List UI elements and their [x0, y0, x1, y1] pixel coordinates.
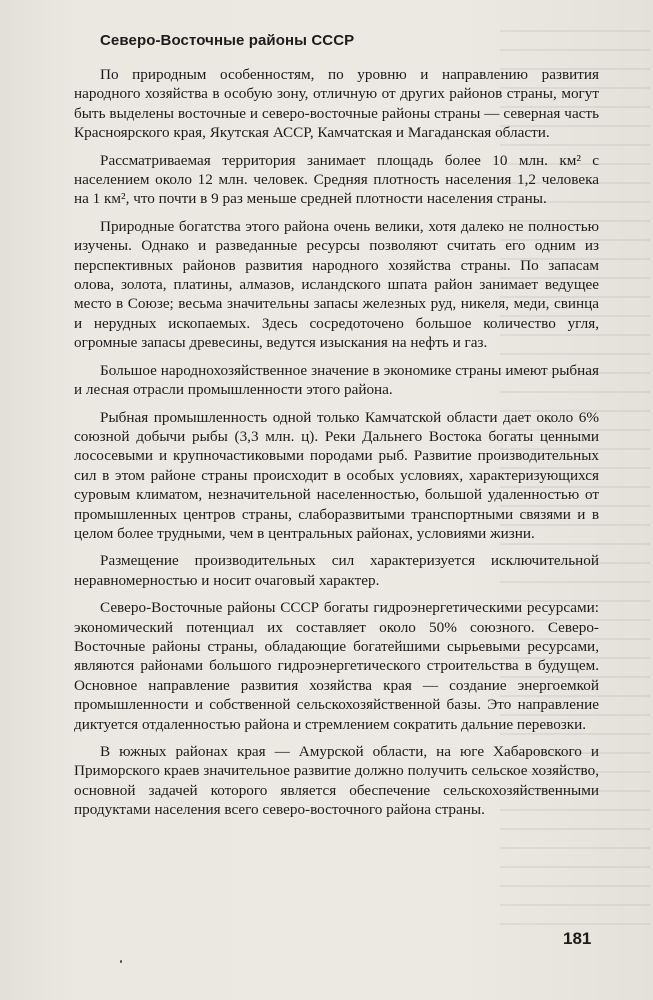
paragraph-3: Природные богатства этого района очень велики, хотя далеко не полностью изучены. Однако и разведанные ресурсы позволяют считать его одним из перспективных районов развития народного хозяйства страны. По запасам олова, золота, платины, алмазов, исландского шпата район занимает ведущее место в Союзе; весьма значительны запасы железных руд, никеля, меди, свинца и нерудных ископаемых. Здесь сосредоточено большое количество угля, огромные запасы древесины, ведутся изыскания на нефть и газ.	[74, 217, 599, 352]
paragraph-7: Северо-Восточные районы СССР богаты гидроэнергетическими ресурсами: экономический потенциал их составляет около 50% союзного. Северо-Восточные районы страны, обладающие богатейшими сырьевыми ресурсами, являются районами большого гидроэнергетического строительства в будущем. Основное направление развития хозяйства края — создание энергоемкой промышленности и собственной сельскохозяйственной базы. Это направление диктуется отдаленностью района и стремлением сократить дальние перевозки.	[74, 599, 599, 733]
paragraph-5: Рыбная промышленность одной только Камчатской области дает около 6% союзной добычи рыбы (3,3 млн. ц). Реки Дальнего Востока богаты ценными лососевыми и крупночастиковыми породами рыб. Развитие производительных сил в этом районе страны происходит в особых условиях, характеризующихся суровым климатом, незначительной населенностью, большой удаленностью от промышленных центров страны, слаборазвитыми транспортными связями и в целом более трудными, чем в центральных районах, условиями жизни.	[74, 408, 599, 542]
paragraph-4: Большое народнохозяйственное значение в экономике страны имеют рыбная и лесная отрасли промышленности этого района.	[74, 361, 599, 399]
page-content	[74, 32, 599, 828]
paragraph-2: Рассматриваемая территория занимает площадь более 10 млн. км² с населением около 12 млн. человек. Средняя плотность населения 1,2 человека на 1 км², что почти в 9 раз меньше средней плотности населения страны.	[74, 151, 599, 208]
paragraph-1: По природным особенностям, по уровню и направлению развития народного хозяйства в особую зону, отличную от других районов страны, могут быть выделены восточные и северо-восточные районы страны — северная часть Красноярского края, Якутская АССР, Камчатская и Магаданская области.	[74, 66, 599, 142]
print-speck	[120, 960, 122, 963]
page-number: 181	[563, 929, 592, 948]
paragraph-6: Размещение производительных сил характеризуется исключительной неравномерностью и носит очаговый характер.	[74, 552, 599, 589]
section-title: Северо-Восточные районы СССР	[100, 32, 355, 49]
paragraph-8: В южных районах края — Амурской области, на юге Хабаровского и Приморского краев значительное развитие должно получить сельское хозяйство, основной задачей которого является обеспечение сельскохозяйственными продуктами населения всего северо-восточного района страны.	[74, 743, 599, 819]
